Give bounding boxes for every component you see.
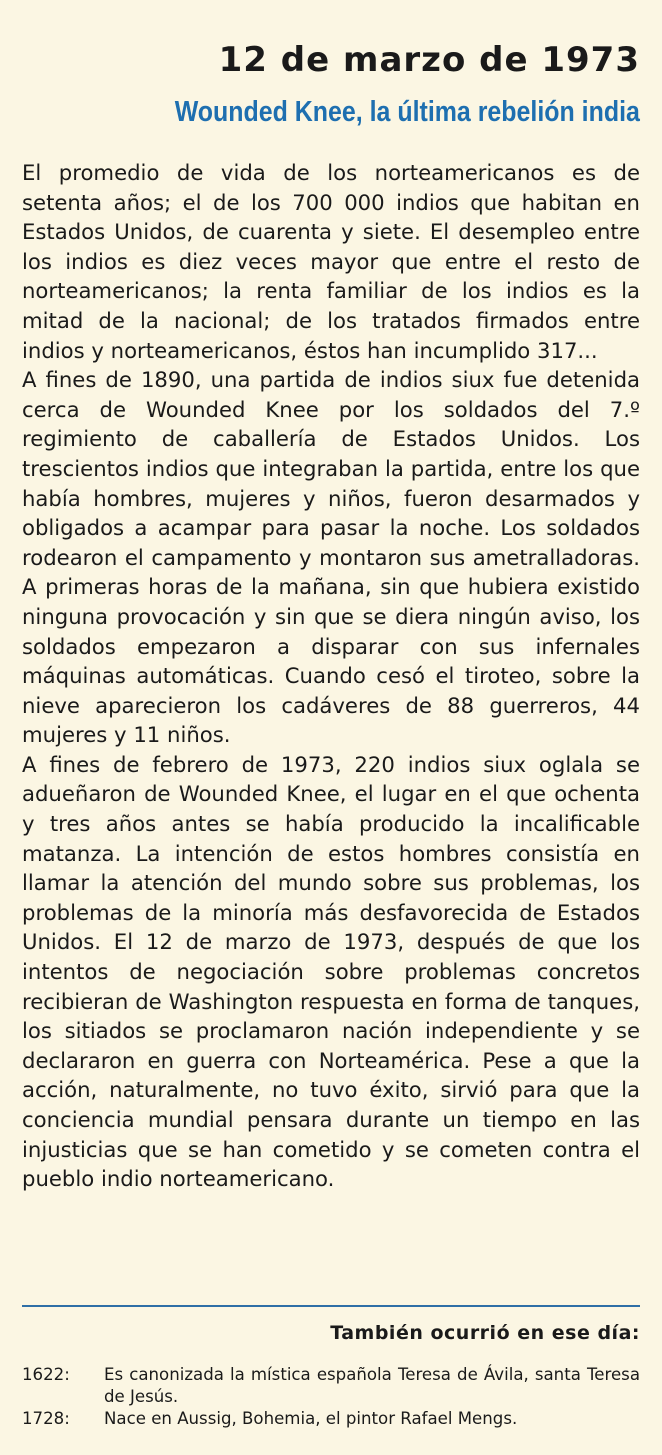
aside-title: También ocurrió en ese día: <box>330 1322 640 1344</box>
event-year: 1622: <box>22 1365 70 1384</box>
events-list <box>22 1364 640 1430</box>
event-year: 1728: <box>22 1409 70 1428</box>
page-date-title: 12 de marzo de 1973 <box>218 40 640 80</box>
article-subtitle: Wounded Knee, la última rebelión india <box>174 96 640 128</box>
article-paragraph-1: El promedio de vida de los norteamericanos es de setenta años; el de los 700 000 indios que habitan en Estados Unidos, de cuarenta y siete. El desempleo entre los indios es diez veces mayor que entre el resto de norteamericanos; la renta familiar de los indios es la mitad de la nacional; de los tratados firmados entre indios y norteamericanos, éstos han incumplido 317... <box>22 160 640 363</box>
article-paragraph-3: A fines de febrero de 1973, 220 indios siux oglala se adueñaron de Wounded Knee, el lugar en el que ochenta y tres años antes se había producido la incalificable matanza. La intención de estos hombres consistía en llamar la atención del mundo sobre sus problemas, los problemas de la minoría más desfavorecida de Estados Unidos. El 12 de marzo de 1973, después de que los intentos de negociación sobre problemas concretos recibieran de Washington respuesta en forma de tanques, los sitiados se proclamaron nación independiente y se declararon en guerra con Norteamérica. Pese a que la acción, naturalmente, no tuvo éxito, sirvió para que la conciencia mundial pensara durante un tiempo en las injusticias que se han cometido y se cometen contra el pueblo indio norteamericano. <box>22 751 640 1192</box>
event-item <box>22 1408 640 1430</box>
event-description: Es canonizada la mística española Teresa de Ávila, santa Teresa de Jesús. <box>104 1365 640 1406</box>
article-paragraph-2: A fines de 1890, una partida de indios siux fue detenida cerca de Wounded Knee por los soldados del 7.º regimiento de caballería de Estados Unidos. Los trescientos indios que integraban la partida, entre los que había hombres, mujeres y niños, fueron desarmados y obligados a acampar para pasar la noche. Los soldados rodearon el campamento y montaron sus ametralladoras. A primeras horas de la mañana, sin que hubiera existido ninguna provocación y sin que se diera ningún aviso, los soldados empezaron a disparar con sus infernales máquinas automáticas. Cuando cesó el tiroteo, sobre la nieve aparecieron los cadáveres de 88 guerreros, 44 mujeres y 11 niños. <box>22 367 640 748</box>
section-divider <box>22 1305 640 1307</box>
event-description: Nace en Aussig, Bohemia, el pintor Rafael Mengs. <box>104 1409 518 1428</box>
article-body <box>22 158 640 1194</box>
event-item <box>22 1364 640 1408</box>
